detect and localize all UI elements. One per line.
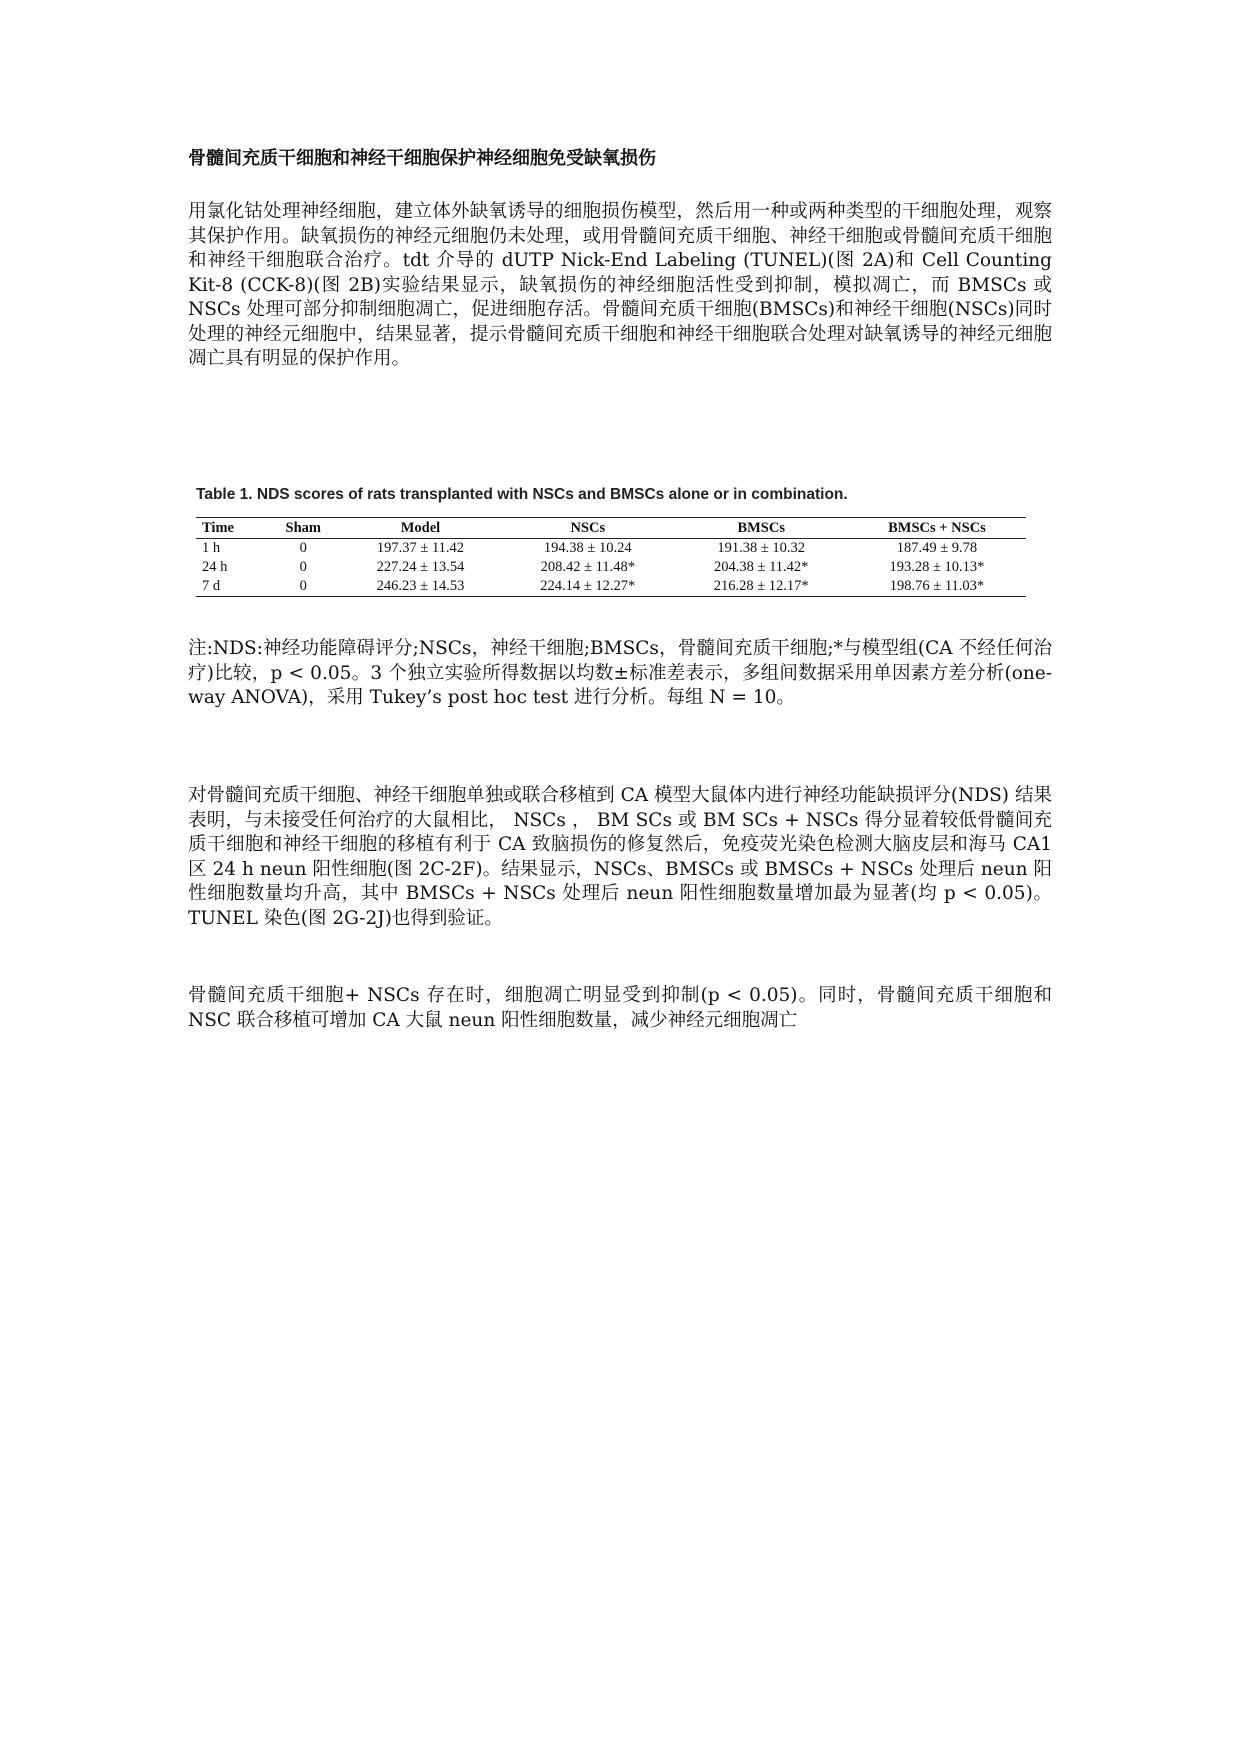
cell: 191.38 ± 10.32	[717, 540, 806, 556]
cell: 227.24 ± 13.54	[376, 559, 465, 575]
cell: 246.23 ± 14.53	[340, 577, 501, 597]
cell: 224.14 ± 12.27*	[501, 577, 674, 597]
cell: 194.38 ± 10.24	[543, 540, 632, 556]
paragraph-intro: 用氯化钴处理神经细胞，建立体外缺氧诱导的细胞损伤模型，然后用一种或两种类型的干细胞处理，观察其保护作用。缺氧损伤的神经元细胞仍未处理，或用骨髓间充质干细胞、神经干细胞或骨髓间充质干细胞和神经干细胞联合治疗。tdt 介导的 dUTP Nick-End Labeling (TUNEL)(图 2A)和 Cell Counting Kit-8 (CCK-8)(图 2B)实验结果显示，缺氧损伤的神经细胞活性受到抑制，模拟凋亡，而 BMSCs 或 NSCs 处理可部分抑制细胞凋亡，促进细胞存活。骨髓间充质干细胞(BMSCs)和神经干细胞(NSCs)同时处理的神经元细胞中，结果显著，提示骨髓间充质干细胞和神经干细胞联合处理对缺氧诱导的神经元细胞凋亡具有明显的保护作用。	[188, 201, 1052, 369]
cell: 193.28 ± 10.13*	[889, 559, 985, 575]
table-row	[196, 577, 1026, 597]
paragraph-conclusion: 骨髓间充质干细胞+ NSCs 存在时，细胞凋亡明显受到抑制(p < 0.05)。同时，骨髓间充质干细胞和 NSC 联合移植可增加 CA 大鼠 neun 阳性细胞数量，减少神经元细胞凋亡	[188, 985, 1052, 1031]
cell: 7 d	[196, 577, 267, 597]
col-header-combo: BMSCs + NSCs	[848, 518, 1026, 539]
nds-table	[196, 517, 1026, 597]
table-note: 注:NDS:神经功能障碍评分;NSCs，神经干细胞;BMSCs，骨髓间充质干细胞;*与模型组(CA 不经任何治疗)比较，p < 0.05。3 个独立实验所得数据以均数±标准差表示，多组间数据采用单因素方差分析(one-way ANOVA)，采用 Tukey’s post hoc test 进行分析。每组 N = 10。	[188, 638, 1052, 708]
cell: 187.49 ± 9.78	[896, 540, 978, 556]
cell: 0	[299, 540, 307, 556]
table-row	[196, 558, 1026, 577]
cell: 208.42 ± 11.48*	[540, 559, 635, 575]
cell: 24 h	[202, 559, 228, 575]
cell: 0	[267, 577, 340, 597]
col-header-time: Time	[196, 518, 267, 539]
col-header-bmscs: BMSCs	[675, 518, 848, 539]
table-header-row	[196, 518, 1026, 539]
col-header-sham: Sham	[267, 518, 340, 539]
table-row	[196, 539, 1026, 559]
table-title: Table 1. NDS scores of rats transplanted with NSCs and BMSCs alone or in combination.	[196, 486, 848, 503]
col-header-nscs: NSCs	[501, 518, 674, 539]
cell: 216.28 ± 12.17*	[675, 577, 848, 597]
cell: 198.76 ± 11.03*	[848, 577, 1026, 597]
cell: 0	[299, 559, 307, 575]
section-heading: 骨髓间充质干细胞和神经干细胞保护神经细胞免受缺氧损伤	[188, 148, 656, 169]
col-header-model: Model	[340, 518, 501, 539]
paragraph-results: 对骨髓间充质干细胞、神经干细胞单独或联合移植到 CA 模型大鼠体内进行神经功能缺损评分(NDS) 结果表明，与未接受任何治疗的大鼠相比， NSCs ， BM SCs 或 BM SCs + NSCs 得分显着较低骨髓间充质干细胞和神经干细胞的移植有利于 CA 致脑损伤的修复然后，免疫荧光染色检测大脑皮层和海马 CA1 区 24 h neun 阳性细胞(图 2C-2F)。结果显示，NSCs、BMSCs 或 BMSCs + NSCs 处理后 neun 阳性细胞数量均升高，其中 BMSCs + NSCs 处理后 neun 阳性细胞数量增加最为显著(均 p < 0.05)。TUNEL 染色(图 2G-2J)也得到验证。	[188, 785, 1052, 929]
cell: 204.38 ± 11.42*	[714, 559, 809, 575]
table-block	[196, 485, 1026, 597]
cell: 197.37 ± 11.42	[376, 540, 465, 556]
cell: 1 h	[202, 540, 221, 556]
